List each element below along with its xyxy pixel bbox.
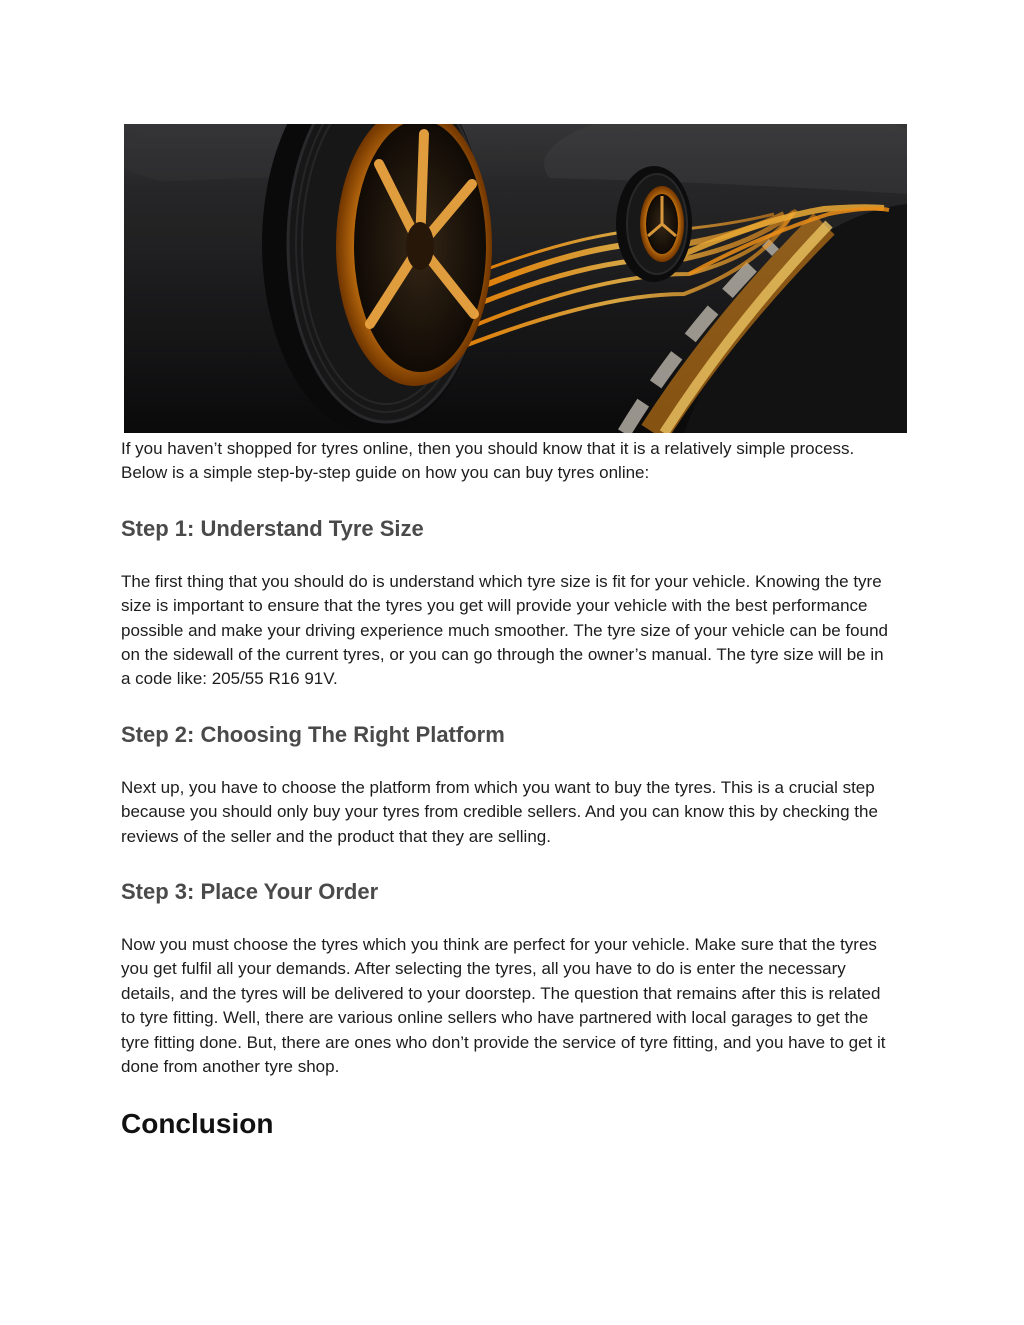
article-body [121,437,896,1141]
step-1-heading: Step 1: Understand Tyre Size [121,515,424,541]
conclusion-heading: Conclusion [121,1107,274,1139]
intro-paragraph: If you haven’t shopped for tyres online, then you should know that it is a relatively simple process. Below is a simple step-by-step guide on how you can buy tyres online: [121,439,855,483]
hero-image [124,124,907,433]
tyres-illustration [124,124,907,433]
step-2-paragraph: Next up, you have to choose the platform from which you want to buy the tyres. This is a crucial step because you should only buy your tyres from credible sellers. And you can know this by checking the reviews of the seller and the product that they are selling. [121,777,878,846]
step-1-paragraph: The first thing that you should do is understand which tyre size is fit for your vehicle. Knowing the tyre size is important to ensure that the tyres you get will provide your vehicle with the best performance possible and make your driving experience much smoother. The tyre size of your vehicle can be found on the sidewall of the current tyres, or you can go through the owner’s manual. The tyre size will be in a code like: 205/55 R16 91V. [121,571,888,689]
step-2-heading: Step 2: Choosing The Right Platform [121,721,505,747]
step-3-heading: Step 3: Place Your Order [121,879,379,905]
step-3-paragraph: Now you must choose the tyres which you think are perfect for your vehicle. Make sure that the tyres you get fulfil all your demands. After selecting the tyres, all you have to do is enter the necessary details, and the tyres will be delivered to your doorstep. The question that remains after this is related to tyre fitting. Well, there are various online sellers who have partnered with local garages to get the tyre fitting done. But, there are ones who don’t provide the service of tyre fitting, and you have to get it done from another tyre shop. [121,935,886,1077]
